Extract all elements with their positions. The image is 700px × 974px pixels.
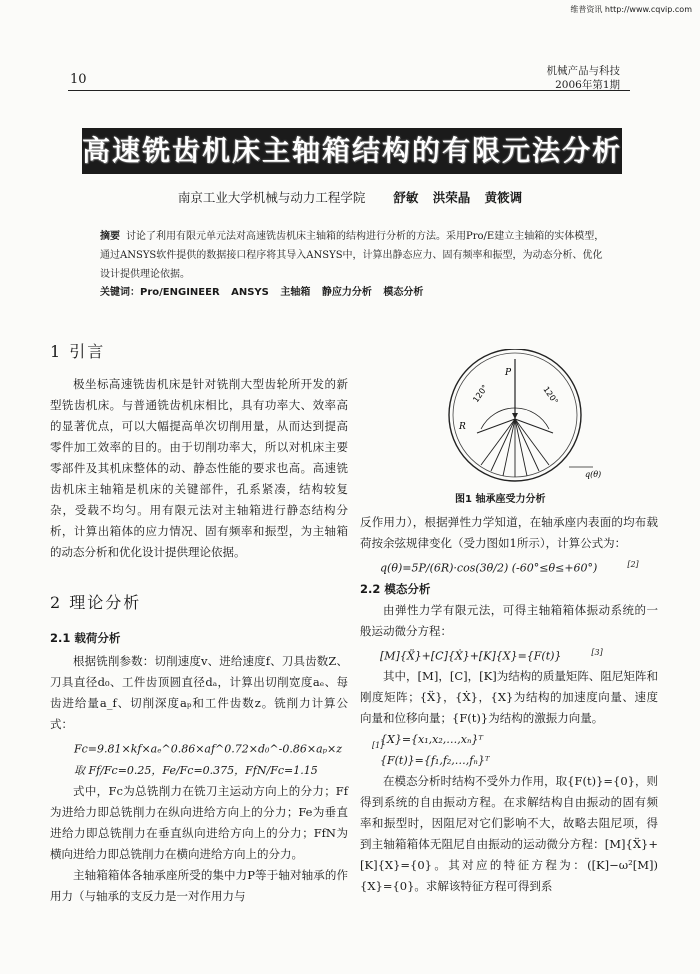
eq1-text: [M]{Ẍ}+[C]{Ẋ}+[K]{X}={F(t)}: [380, 649, 562, 663]
q-formula-ref: [2]: [627, 560, 639, 569]
col2-paragraph-4: 在模态分析时结构不受外力作用，取{F(t)}={0}，则得到系统的自由振动方程。在求解结构自由振动的固有频率和振型时，因阻尼对它们影响不大，故略去阻尼项，得到主轴箱箱体无阻尼自由振动的运动微分方程：[M]{Ẍ}+[K]{X}={0}。其对应的特征方程为：([K]−ω²[M]){X}={0}。求解该特征方程可得到系: [360, 774, 658, 894]
formula1-text: Fc=9.81×kf×aₑ^0.86×af^0.72×d₀^-0.86×aₚ×z: [74, 742, 343, 756]
affiliation-line: [0, 188, 700, 206]
journal-issue: 2006年第1期: [555, 79, 620, 91]
authors: 舒敏 洪荣晶 黄筱调: [393, 190, 523, 205]
load-paragraph-3: 主轴箱箱体各轴承座所受的集中力P等于轴对轴承的作用力（与轴承的支反力是一对作用力与: [50, 867, 348, 903]
journal-header: [547, 64, 621, 92]
section2-heading: 2 理论分析: [50, 593, 142, 612]
watermark: 维普资讯 http://www.cqvip.com: [570, 5, 692, 14]
force-ratio-formula: 取 Ff/Fc=0.25，Fe/Fc=0.375，FfN/Fc=1.15: [74, 763, 318, 777]
section2-1-body: [50, 651, 384, 907]
angle-right-label: 120°: [541, 384, 560, 406]
motion-equation: [360, 642, 658, 667]
figure-caption: 图1 轴承座受力分析: [455, 494, 546, 505]
affiliation: 南京工业大学机械与动力工程学院: [177, 190, 366, 205]
section1-body: [50, 374, 348, 563]
keywords-text: Pro/ENGINEER ANSYS 主轴箱 静应力分析 模态分析: [140, 287, 424, 298]
keywords: [100, 283, 423, 298]
abstract-text: 讨论了利用有限元单元法对高速铣齿机床主轴箱的结构进行分析的方法。采用Pro/E建立主轴箱的实体模型，通过ANSYS软件提供的数据接口程序将其导入ANSYS中，计算出静态应力、固有频率和振型，为动态分析、优化设计提供理论依据。: [100, 231, 605, 280]
force-p-arrowhead: [512, 413, 518, 419]
force-vector: {F(t)}={f₁,f₂,…,fₙ}ᵀ: [380, 754, 490, 768]
journal-name: 机械产品与科技: [546, 65, 620, 77]
displacement-vector: {X}={x₁,x₂,…,xₙ}ᵀ: [380, 733, 484, 747]
label-r: R: [459, 422, 466, 432]
paper-title: 高速铣齿机床主轴箱结构的有限元法分析: [82, 128, 622, 174]
subsection-2-1-heading: 2.1 载荷分析: [50, 631, 121, 645]
q-theta-formula: [360, 554, 658, 579]
label-p: P: [505, 368, 512, 378]
load-paragraph-1: 根据铣削参数：切削速度v、进给速度f、刀具齿数Z、刀具直径d₀、工件齿顶圆直径dₐ，计算出切削宽度aₑ、每齿进给量a_f、切削深度aₚ和工件齿数z。铣削力计算公式：: [50, 654, 348, 731]
page-number: 10: [70, 72, 87, 87]
q-formula-text: q(θ)=5P/(6R)·cos(3θ/2) (-60°≤θ≤+60°): [380, 561, 598, 575]
col2-paragraph-2: 由弹性力学有限元法，可得主轴箱箱体振动系统的一般运动微分方程：: [360, 602, 658, 638]
col2-paragraph-3: 其中，[M]，[C]，[K]为结构的质量矩阵、阻尼矩阵和刚度矩阵；{Ẍ}，{Ẋ}，{X}为结构的加速度向量、速度向量和位移向量；{F(t)}为结构的激振力向量。: [360, 669, 658, 726]
formula1-ref: [1]: [372, 741, 384, 750]
cutting-force-formula: [50, 735, 384, 760]
section1-paragraph: 极坐标高速铣齿机床是针对铣削大型齿轮所开发的新型铣齿机床。与普通铣齿机床相比，具有功率大、效率高的显著优点，可以大幅提高单次切削用量，从而达到提高零件加工效率的目的。由于切削功率大，所以对机床主要零部件及其机床整体的动、静态性能的要求也高。高速铣齿机床主轴箱是机床的关键部件，孔系紧凑，结构较复杂，受载不均匀。用有限元法对主轴箱进行静态结构分析，计算出箱体的应力情况、固有频率和振型，为主轴箱的动态分析和优化设计提供理论依据。: [50, 377, 348, 559]
col2-paragraph-1: 反作用力），根据弹性力学知道，在轴承座内表面的均布载荷按余弦规律变化（受力图如1所示），计算公式为：: [360, 515, 658, 550]
right-column: [360, 512, 658, 897]
label-q: q(θ): [585, 470, 602, 479]
abstract-label: 摘要: [100, 231, 120, 242]
load-paragraph-2: 式中，Fc为总铣削力在铣刀主运动方向上的分力；Ff为进给力即总铣削力在纵向进给方向上的分力；Fe为垂直进给力即总铣削力在垂直纵向进给方向上的分力；FfN为横向进给力即总铣削力在横向进给方向上的分力。: [50, 783, 348, 861]
keywords-label: 关键词：: [100, 287, 140, 298]
subsection-2-2-heading: 2.2 模态分析: [360, 581, 431, 596]
section1-heading: 1 引言: [50, 342, 106, 361]
header-rule: [68, 90, 630, 91]
eq1-ref: [3]: [591, 647, 603, 657]
bearing-force-diagram: [419, 349, 619, 489]
abstract: [100, 227, 605, 284]
angle-left-label: 120°: [471, 383, 490, 405]
